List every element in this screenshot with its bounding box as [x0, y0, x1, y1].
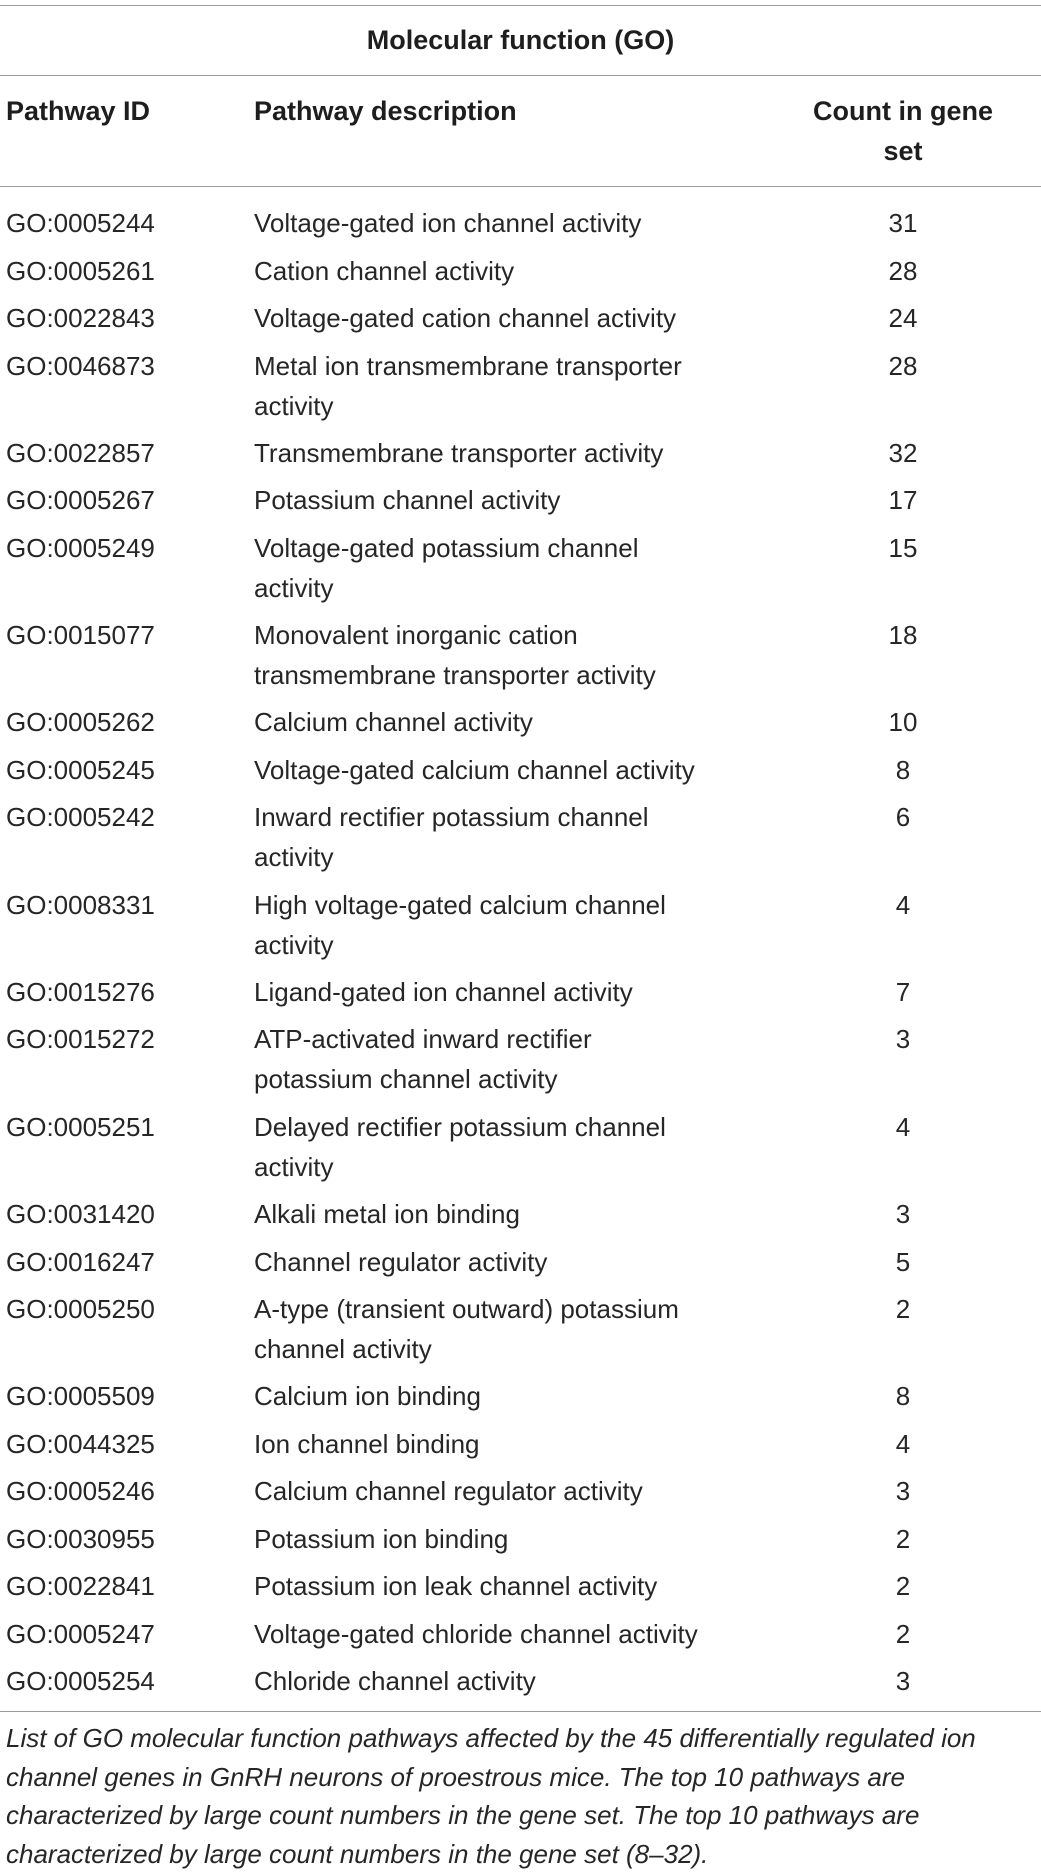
pathway-description-cell	[254, 885, 774, 965]
table-footnote: List of GO molecular function pathways affected by the 45 differentially regulated ion channel genes in GnRH neurons of proestrous mice. The top 10 pathways are characterized by large count numbers in the gene set. The top 10 pathways are characterized by large count numbers in the gene set (8–32).	[6, 1723, 976, 1869]
table-row	[0, 528, 1041, 615]
table-row	[0, 203, 1041, 251]
table-body	[0, 203, 1041, 1709]
description-line-1: Metal ion transmembrane transporter	[254, 350, 682, 381]
pathway-id-cell: GO:0005261	[6, 255, 155, 286]
description-line-1: Cation channel activity	[254, 255, 515, 286]
pathway-description-cell	[254, 1107, 774, 1187]
count-cell: 24	[888, 303, 918, 333]
pathway-id-cell: GO:0005242	[6, 802, 155, 833]
pathway-description-cell	[254, 972, 774, 1012]
table-row	[0, 1289, 1041, 1376]
count-cell: 2	[895, 1523, 911, 1554]
description-line-1: Delayed rectifier potassium channel	[254, 1111, 666, 1142]
table-row	[0, 298, 1041, 346]
count-cell: 18	[888, 620, 918, 651]
description-line-2: activity	[254, 390, 334, 421]
pathway-id-cell: GO:0022841	[6, 1571, 155, 1602]
table-row	[0, 1424, 1041, 1472]
description-line-2: channel activity	[254, 1334, 432, 1365]
table-row	[0, 1376, 1041, 1424]
pathway-description-cell	[254, 1242, 774, 1282]
table-row	[0, 1194, 1041, 1242]
description-line-1: Voltage-gated chloride channel activity	[254, 1618, 698, 1649]
pathway-id-cell: GO:0030955	[6, 1523, 155, 1554]
pathway-description-cell	[254, 1614, 774, 1654]
count-cell: 28	[888, 255, 918, 286]
description-line-1: ATP-activated inward rectifier	[254, 1024, 592, 1055]
description-line-1: A-type (transient outward) potassium	[254, 1294, 679, 1325]
header-pathway-description: Pathway description	[254, 96, 517, 126]
header-pathway-id: Pathway ID	[6, 96, 151, 126]
table-row	[0, 1566, 1041, 1614]
description-line-1: Potassium ion binding	[254, 1523, 509, 1554]
pathway-id-cell: GO:0022843	[6, 303, 155, 333]
table-row	[0, 1661, 1041, 1709]
description-line-1: Ion channel binding	[254, 1428, 480, 1459]
pathway-description-cell	[254, 251, 774, 291]
count-cell: 31	[888, 208, 918, 238]
pathway-id-cell: GO:0005249	[6, 532, 155, 563]
pathway-description-cell	[254, 1376, 774, 1416]
table-row	[0, 1471, 1041, 1519]
table-row	[0, 1242, 1041, 1290]
table-row	[0, 972, 1041, 1020]
header-count-line-2: set	[883, 136, 923, 166]
table-row	[0, 750, 1041, 798]
description-line-1: Chloride channel activity	[254, 1666, 536, 1697]
description-line-1: Potassium channel activity	[254, 485, 561, 516]
description-line-1: Monovalent inorganic cation	[254, 620, 578, 651]
description-line-1: Voltage-gated calcium channel activity	[254, 754, 695, 785]
description-line-1: Calcium channel activity	[254, 707, 533, 738]
pathway-description-cell	[254, 702, 774, 742]
pathway-id-cell: GO:0005246	[6, 1476, 155, 1507]
count-cell: 4	[895, 1111, 911, 1142]
description-line-1: High voltage-gated calcium channel	[254, 889, 666, 920]
pathway-description-cell	[254, 1566, 774, 1606]
pathway-id-cell: GO:0031420	[6, 1199, 155, 1230]
pathway-description-cell	[254, 1019, 774, 1099]
table-row	[0, 433, 1041, 481]
count-cell: 3	[895, 1666, 911, 1697]
table-row	[0, 797, 1041, 884]
description-line-1: Calcium ion binding	[254, 1381, 481, 1412]
pathway-description-cell	[254, 1471, 774, 1511]
count-cell: 3	[895, 1476, 911, 1507]
pathway-id-cell: GO:0005509	[6, 1381, 155, 1412]
table-row	[0, 702, 1041, 750]
pathway-id-cell: GO:0022857	[6, 437, 155, 468]
table-row	[0, 251, 1041, 299]
pathway-id-cell: GO:0005244	[6, 208, 155, 238]
count-cell: 15	[888, 532, 918, 563]
table-row	[0, 1614, 1041, 1662]
description-line-2: transmembrane transporter activity	[254, 660, 656, 691]
count-cell: 8	[895, 754, 911, 785]
pathway-description-cell	[254, 797, 774, 877]
description-line-1: Ligand-gated ion channel activity	[254, 976, 633, 1007]
description-line-2: activity	[254, 929, 334, 960]
table-row	[0, 346, 1041, 433]
description-line-2: potassium channel activity	[254, 1064, 558, 1095]
count-cell: 7	[895, 976, 911, 1007]
pathway-description-cell	[254, 1661, 774, 1701]
pathway-id-cell: GO:0015276	[6, 976, 155, 1007]
pathway-description-cell	[254, 203, 774, 243]
count-cell: 6	[895, 802, 911, 833]
description-line-1: Voltage-gated cation channel activity	[254, 303, 677, 333]
pathway-description-cell	[254, 433, 774, 473]
pathway-id-cell: GO:0016247	[6, 1246, 155, 1277]
description-line-1: Transmembrane transporter activity	[254, 437, 664, 468]
table-row	[0, 1019, 1041, 1106]
pathway-id-cell: GO:0005245	[6, 754, 155, 785]
count-cell: 3	[895, 1024, 911, 1055]
pathway-id-cell: GO:0008331	[6, 889, 155, 920]
description-line-1: Alkali metal ion binding	[254, 1199, 520, 1230]
description-line-1: Voltage-gated potassium channel	[254, 532, 639, 563]
pathway-description-cell	[254, 1289, 774, 1369]
bottom-rule	[0, 1711, 1041, 1712]
pathway-description-cell	[254, 346, 774, 426]
count-cell: 3	[895, 1199, 911, 1230]
count-cell: 2	[895, 1571, 911, 1602]
description-line-1: Potassium ion leak channel activity	[254, 1571, 658, 1602]
pathway-description-cell	[254, 298, 774, 338]
description-line-1: Inward rectifier potassium channel	[254, 802, 649, 833]
table-title: Molecular function (GO)	[366, 25, 675, 55]
pathway-description-cell	[254, 480, 774, 520]
description-line-2: activity	[254, 572, 334, 603]
count-cell: 4	[895, 1428, 911, 1459]
pathway-id-cell: GO:0005251	[6, 1111, 155, 1142]
top-rule	[0, 5, 1041, 6]
pathway-id-cell: GO:0005247	[6, 1618, 155, 1649]
count-cell: 17	[888, 485, 918, 516]
pathway-id-cell: GO:0005250	[6, 1294, 155, 1325]
table-row	[0, 885, 1041, 972]
table-row	[0, 1519, 1041, 1567]
pathway-id-cell: GO:0005254	[6, 1666, 155, 1697]
pathway-id-cell: GO:0005262	[6, 707, 155, 738]
count-cell: 10	[888, 707, 918, 738]
description-line-1: Channel regulator activity	[254, 1246, 548, 1277]
count-cell: 4	[895, 889, 911, 920]
description-line-1: Voltage-gated ion channel activity	[254, 208, 642, 238]
header-count-in-gene-set	[780, 91, 1026, 171]
description-line-1: Calcium channel regulator activity	[254, 1476, 643, 1507]
pathway-description-cell	[254, 1519, 774, 1559]
pathway-id-cell: GO:0015272	[6, 1024, 155, 1055]
pathway-id-cell: GO:0044325	[6, 1428, 155, 1459]
table-row	[0, 480, 1041, 528]
pathway-id-cell: GO:0005267	[6, 485, 155, 516]
header-count-line-1: Count in gene	[813, 96, 993, 126]
pathway-description-cell	[254, 528, 774, 608]
count-cell: 2	[895, 1618, 911, 1649]
pathway-id-cell: GO:0046873	[6, 350, 155, 381]
pathway-description-cell	[254, 1424, 774, 1464]
pathway-description-cell	[254, 1194, 774, 1234]
count-cell: 8	[895, 1381, 911, 1412]
count-cell: 2	[895, 1294, 911, 1325]
count-cell: 28	[888, 350, 918, 381]
description-line-2: activity	[254, 842, 334, 873]
count-cell: 5	[895, 1246, 911, 1277]
title-rule	[0, 75, 1041, 76]
pathway-description-cell	[254, 750, 774, 790]
description-line-2: activity	[254, 1151, 334, 1182]
table-row	[0, 615, 1041, 702]
header-rule	[0, 186, 1041, 187]
pathway-description-cell	[254, 615, 774, 695]
table-row	[0, 1107, 1041, 1194]
pathway-id-cell: GO:0015077	[6, 620, 155, 651]
count-cell: 32	[888, 437, 918, 468]
